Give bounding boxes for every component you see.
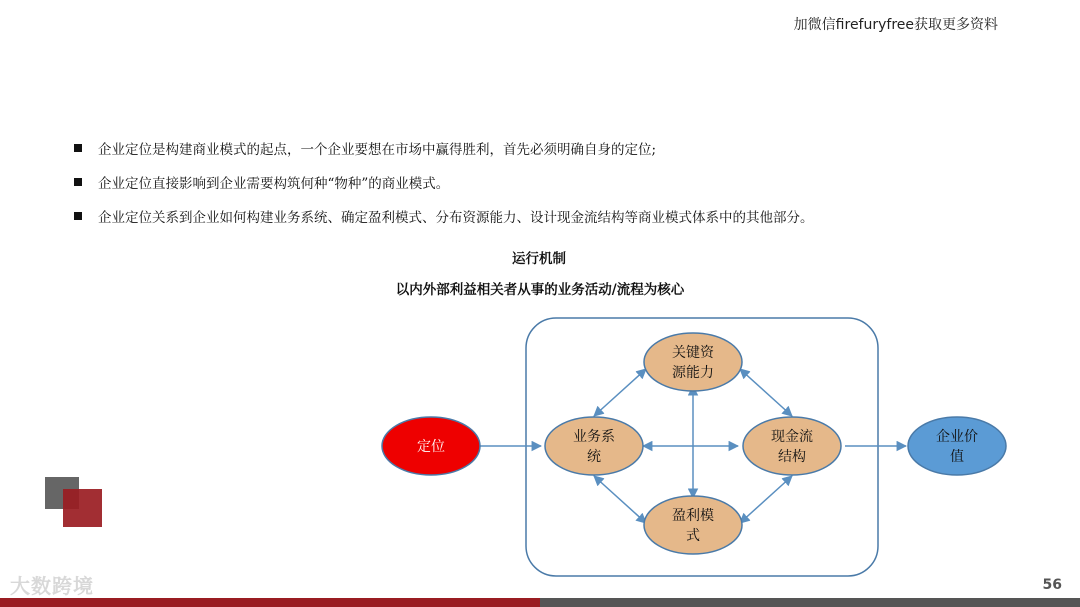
node-enterprise-value (908, 417, 1006, 475)
node-label: 定位 (417, 439, 445, 455)
node-label: 关键资 (672, 345, 714, 361)
page-number: 56 (1042, 577, 1062, 593)
edge-business-system-key-resources (594, 369, 646, 416)
edge-key-resources-cash-flow (740, 369, 792, 416)
node-positioning (382, 417, 480, 475)
node-label: 统 (587, 449, 601, 465)
node-label: 业务系 (573, 429, 615, 445)
node-label: 源能力 (672, 365, 714, 381)
node-profit-model (644, 496, 742, 554)
node-label: 结构 (778, 449, 806, 465)
edge-business-system-profit-model (594, 476, 646, 523)
bullet-text: 企业定位关系到企业如何构建业务系统、确定盈利模式、分布资源能力、设计现金流结构等商业模式体系中的其他部分。 (98, 210, 814, 226)
node-label: 值 (950, 449, 964, 465)
footer-bar-red (0, 598, 540, 607)
decor-red-square (63, 489, 102, 527)
node-business-system (545, 417, 643, 475)
diagram-title: 运行机制 (512, 251, 566, 267)
edge-profit-model-cash-flow (740, 476, 792, 523)
bullet-text: 企业定位直接影响到企业需要构筑何种“物种”的商业模式。 (98, 176, 450, 192)
diagram-subtitle: 以内外部利益相关者从事的业务活动/流程为核心 (395, 282, 685, 298)
node-cash-flow (743, 417, 841, 475)
node-key-resources (644, 333, 742, 391)
header-note: 加微信firefuryfree获取更多资料 (793, 17, 998, 33)
watermark-logo: 大数跨境 (10, 574, 94, 598)
node-label: 式 (686, 528, 700, 544)
bullet-text: 企业定位是构建商业模式的起点，一个企业要想在市场中赢得胜利，首先必须明确自身的定位; (98, 142, 657, 158)
node-label: 盈利模 (672, 508, 714, 524)
node-label: 企业价 (936, 429, 978, 445)
footer-bar-gray (540, 598, 1080, 607)
node-label: 现金流 (771, 429, 813, 445)
